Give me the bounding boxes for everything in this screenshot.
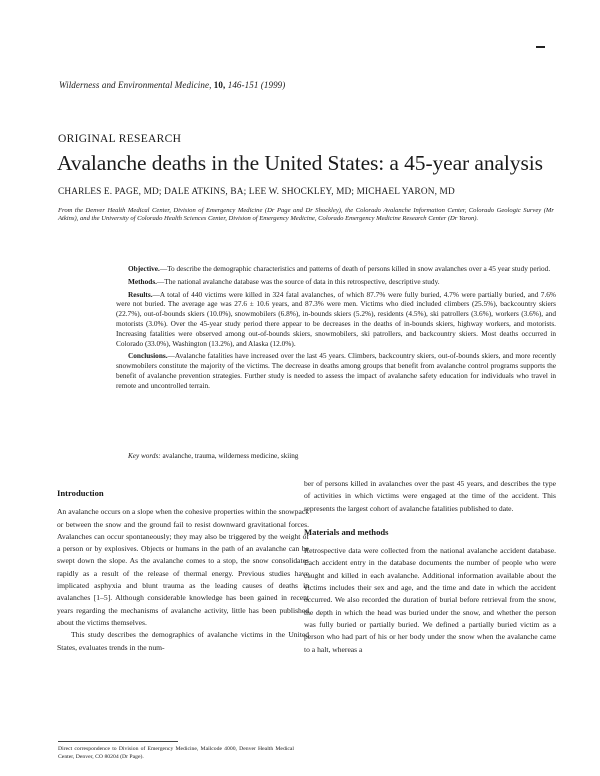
journal-citation [59, 80, 285, 90]
journal-pages: 146-151 (1999) [227, 80, 286, 90]
abstract-results-text: —A total of 440 victims were killed in 324 fatal avalanches, of which 87.7% were fully buried, 4.7% were partially buried, and 7.6% were not buried. The average age was 27.6 ± 10.6 years, and 87.3% were men. Victims who died included climbers (25.5%), backcountry skiers (22.7%), out-of-bounds skiers (10.0%), snowmobilers (6.8%), in-bounds skiers (5.2%), residents (4.5%), ski patrollers (3.6%), workers (3.6%), and motorists (3.0%). Over the 45-year study period there appear to be decreases in the deaths of in-bounds skiers, highway workers, and motorists. Increasing fatalities were observed among out-of-bounds skiers, snowmobilers, ski patrollers, and backcountry skiers. Most deaths occurred in Colorado (33.0%), Washington (13.2%), and Alaska (12.0%). [116, 289, 556, 348]
corner-mark [536, 46, 545, 48]
introduction-heading: Introduction [57, 488, 104, 498]
keywords-text: avalanche, trauma, wilderness medicine, skiing [162, 452, 299, 460]
section-type: ORIGINAL RESEARCH [58, 133, 182, 145]
footnote-rule [58, 741, 178, 742]
journal-volume: 10, [213, 80, 226, 90]
correspondence-footnote: Direct correspondence to Division of Emergency Medicine, Mailcode 4000, Denver Health Medical Center, Denver, CO 80204 (Dr Page). [58, 746, 294, 761]
abstract-results [116, 290, 556, 349]
body-column-right [304, 478, 556, 656]
journal-name: Wilderness and Environmental Medicine, [59, 80, 212, 90]
abstract-objective [116, 264, 556, 274]
abstract [116, 264, 556, 394]
abstract-objective-label: Objective. [128, 264, 160, 273]
body-column-left [57, 478, 309, 654]
abstract-conclusions-label: Conclusions. [128, 351, 168, 361]
author-list: CHARLES E. PAGE, MD; DALE ATKINS, BA; LEE W. SHOCKLEY, MD; MICHAEL YARON, MD [58, 187, 455, 197]
abstract-results-label: Results. [128, 289, 153, 299]
introduction-paragraph-2-continued: ber of persons killed in avalanches over the past 45 years, and describes the type of activities in which victims were engaged at the time of the accident. This represents the largest cohort of avalanche fatalities published to date. [304, 479, 556, 513]
article-title: Avalanche deaths in the United States: a 45-year analysis [57, 151, 543, 175]
abstract-conclusions-text: —Avalanche fatalities have increased over the last 45 years. Climbers, backcountry skiers, out-of-bounds skiers, and more recently snowmobilers constitute the majority of the victims. The decrease in deaths among groups that benefit from avalanche control programs supports the benefit of avalanche prevention strategies. Further study is needed to assess the impact of avalanche safety education for individuals who travel in remote and uncontrolled terrain. [116, 351, 556, 390]
abstract-conclusions [116, 351, 556, 390]
abstract-objective-text: —To describe the demographic characteristics and patterns of death of persons killed in snow avalanches over a 45 year study period. [159, 264, 551, 273]
abstract-methods-text: —The national avalanche database was the source of data in this retrospective, descriptive study. [157, 276, 440, 286]
methods-paragraph-1: Retrospective data were collected from the national avalanche accident database. Each accident entry in the database documents the number of people who were caught and killed in each avalanche. Additional information available about the victims includes their sex and age, and the time and date in which the accident occurred. We also recorded the duration of burial before retrieval from the snow, the depth in which the head was buried under the snow, and whether the person was fully buried or partially buried. We defined a partially buried victim as a person who had part of his or her body under the snow when the avalanche came to a halt, whereas a [304, 546, 556, 654]
abstract-methods [116, 277, 556, 287]
keywords-label: Key words: [128, 452, 161, 460]
author-affiliations: From the Denver Health Medical Center, Division of Emergency Medicine (Dr Page and Dr Shockley), the Colorado Avalanche Information Center, Colorado Geologic Survey (Mr Atkins), and the University of Colorado Health Sciences Center, Division of Emergency Medicine, Colorado Emergency Medicine Research Center (Dr Yaron). [58, 207, 554, 223]
methods-heading: Materials and methods [304, 526, 389, 537]
introduction-paragraph-1: An avalanche occurs on a slope when the cohesive properties within the snowpack or between the snow and the ground fail to resist downward gravitational forces. Avalanches can occur spontaneously; they may also be triggered by the weight of a person or by explosives. Objects or humans in the path of an avalanche can be swept down the slope. As the avalanche comes to a stop, the snow consolidates rapidly as a result of the release of thermal energy. Previous studies have implicated asphyxia and blunt trauma as the leading causes of deaths in avalanches [1–5]. Although considerable knowledge has been gained in recent years regarding the mechanisms of avalanche activity, little has been published about the victims themselves. [57, 507, 309, 627]
introduction-paragraph-2: This study describes the demographics of avalanche victims in the United States, evaluates trends in the num- [57, 630, 309, 652]
abstract-methods-label: Methods. [128, 276, 157, 286]
keywords [128, 452, 298, 460]
